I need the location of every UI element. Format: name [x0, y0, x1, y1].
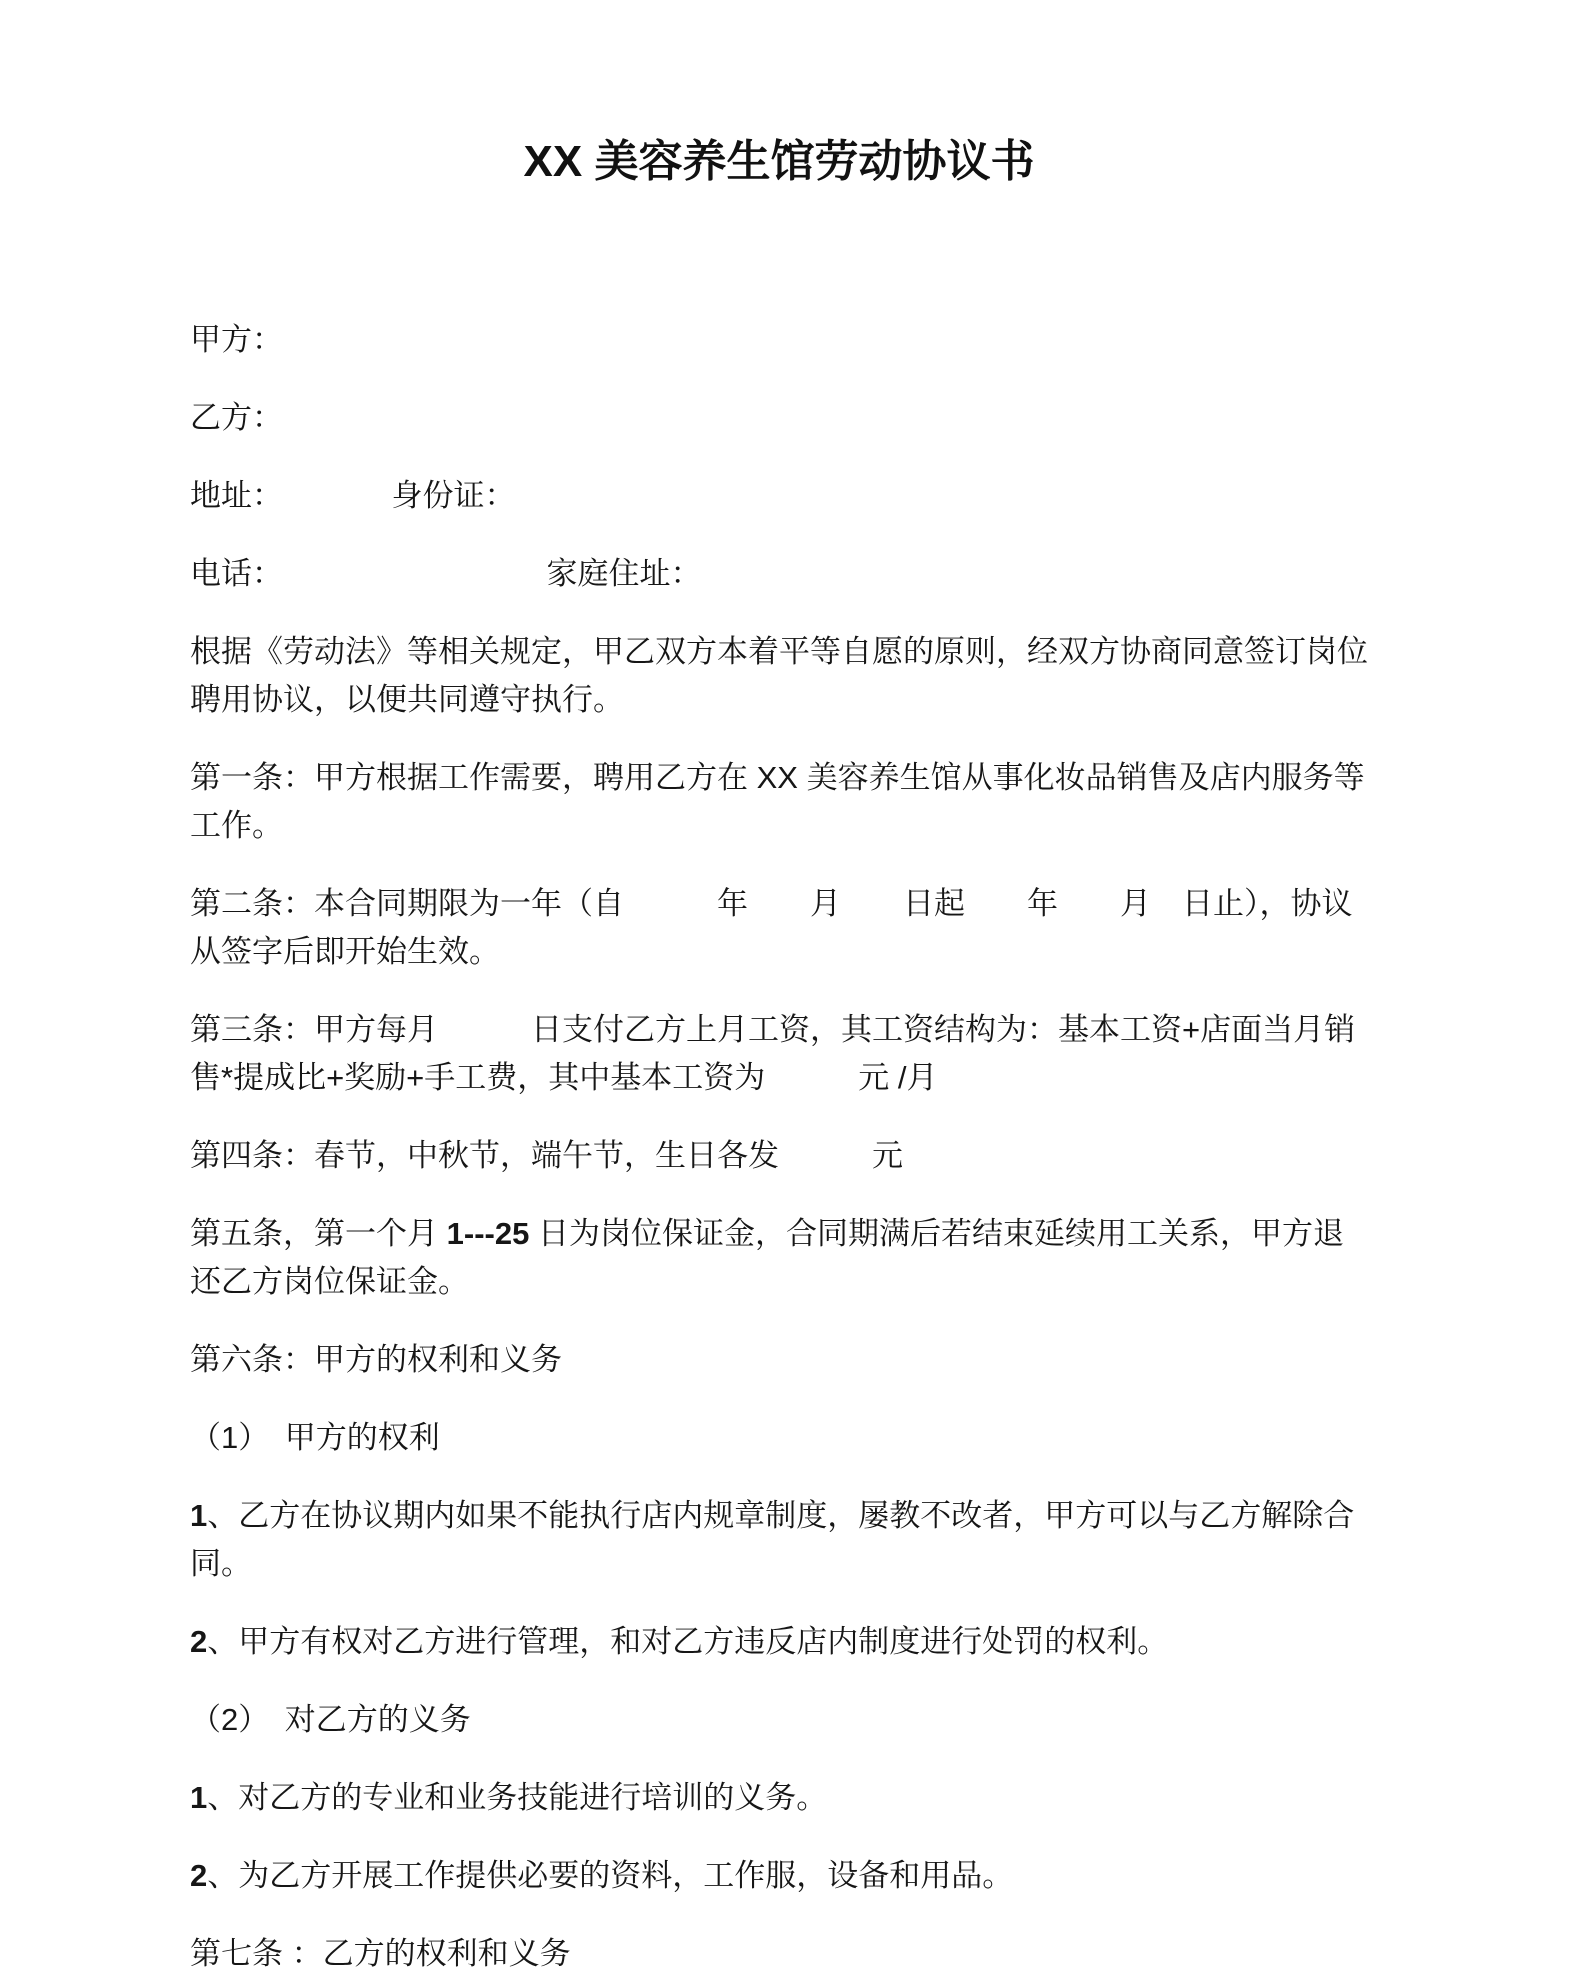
party-a-line — [190, 316, 1368, 364]
text-segment: 第六条：甲方的权利和义务 — [190, 1342, 562, 1377]
article-6-sub-2-heading — [190, 1696, 1368, 1744]
article-5 — [190, 1210, 1368, 1306]
article-3 — [190, 1006, 1368, 1102]
text-segment: 第七条 ：乙方的权利和义务 — [190, 1936, 571, 1970]
text-segment: 、对乙方的专业和业务技能进行培训的义务。 — [207, 1780, 828, 1815]
text-segment: （1） 甲方的权利 — [190, 1420, 440, 1455]
text-segment: 、为乙方开展工作提供必要的资料，工作服，设备和用品。 — [207, 1858, 1014, 1893]
text-segment: 1 — [190, 1780, 208, 1815]
text-segment: 甲方： — [190, 322, 283, 357]
article-1 — [190, 754, 1368, 850]
article-6-sub-1-heading — [190, 1414, 1368, 1462]
text-segment: 第三条：甲方每月 日支付乙方上月工资，其工资结构为：基本工资+店面当月销售*提成比+奖励+手工费，其中基本工资为 元 /月 — [190, 1012, 1356, 1095]
article-6-duty-item-2 — [190, 1852, 1368, 1900]
text-segment: 电话： 家庭住址： — [190, 556, 702, 591]
article-6-right-item-2 — [190, 1618, 1368, 1666]
text-segment: 2 — [190, 1624, 208, 1659]
article-7-heading — [190, 1930, 1368, 1970]
preamble-paragraph — [190, 628, 1368, 724]
article-6-duty-item-1 — [190, 1774, 1368, 1822]
phone-homeaddress-line — [190, 550, 1368, 598]
text-segment: 地址： 身份证： — [190, 478, 516, 513]
text-segment: 第四条：春节，中秋节，端午节，生日各发 元 — [190, 1138, 903, 1173]
text-segment: 第五条，第一个月 — [190, 1216, 447, 1251]
text-segment: 第一条：甲方根据工作需要，聘用乙方在 XX 美容养生馆从事化妆品销售及店内服务等工作。 — [190, 760, 1365, 843]
article-2 — [190, 880, 1368, 976]
document-title: XX 美容养生馆劳动协议书 — [523, 137, 1035, 186]
text-segment: 日为岗位保证金，合同期满后若结束延续用工关系，甲方退还乙方岗位保证金。 — [190, 1216, 1344, 1299]
text-segment: 1---25 — [446, 1216, 530, 1251]
article-6-right-item-1 — [190, 1492, 1368, 1588]
text-segment: 2 — [190, 1858, 208, 1893]
text-segment: 、乙方在协议期内如果不能执行店内规章制度，屡教不改者，甲方可以与乙方解除合同。 — [190, 1498, 1355, 1581]
party-b-line — [190, 394, 1368, 442]
text-segment: 乙方： — [190, 400, 283, 435]
article-4 — [190, 1132, 1368, 1180]
text-segment: 根据《劳动法》等相关规定，甲乙双方本着平等自愿的原则，经双方协商同意签订岗位聘用协议，以便共同遵守执行。 — [190, 634, 1368, 717]
text-segment: 第二条：本合同期限为一年（自 年 月 日起 年 月 日止），协议从签字后即开始生效。 — [190, 886, 1353, 969]
text-segment: （2） 对乙方的义务 — [190, 1702, 471, 1737]
address-idcard-line — [190, 472, 1368, 520]
article-6-heading — [190, 1336, 1368, 1384]
text-segment: 、甲方有权对乙方进行管理，和对乙方违反店内制度进行处罚的权利。 — [207, 1624, 1169, 1659]
text-segment: 1 — [190, 1498, 208, 1533]
